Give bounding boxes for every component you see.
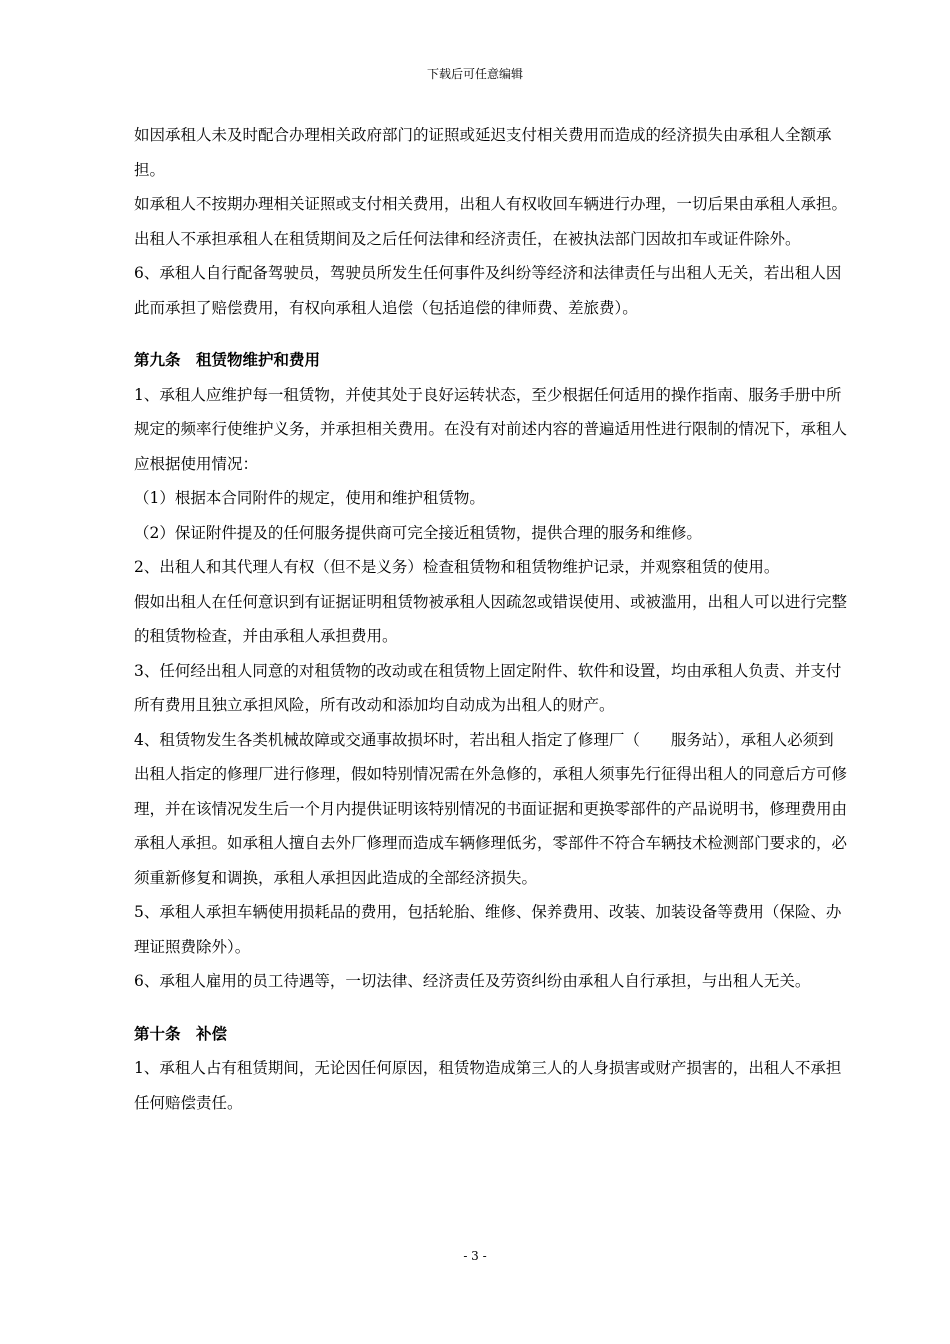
section-heading-10: 第十条 补偿: [134, 1024, 228, 1043]
paragraph: 2、出租人和其代理人有权（但不是义务）检查租赁物和租赁物维护记录，并观察租赁的使用。: [134, 558, 780, 576]
section-heading-9: 第九条 租赁物维护和费用: [134, 351, 321, 369]
paragraph: 出租人不承担承租人在租赁期间及之后任何法律和经济责任，在被执法部门因故扣车或证件除外。: [134, 229, 801, 248]
paragraph: 1、承租人应维护每一租赁物，并使其处于良好运转状态，至少根据任何适用的操作指南、服务手册中所规定的频率行使维护义务，并承担相关费用。在没有对前述内容的普遍适用性进行限制的情况下，承租人应根据使用情况：: [134, 385, 848, 473]
paragraph: 4、租赁物发生各类机械故障或交通事故损坏时，若出租人指定了修理厂（ 服务站），承租人必须到出租人指定的修理厂进行修理，假如特别情况需在外急修的，承租人须事先行征得出租人的同意后方可修理，并在该情况发生后一个月内提供证明该特别情况的书面证据和更换零部件的产品说明书，修理费用由承租人承担。如承租人擅自去外厂修理而造成车辆修理低劣，零部件不符合车辆技术检测部门要求的，必须重新修复和调换，承租人承担因此造成的全部经济损失。: [134, 730, 848, 887]
paragraph: 6、承租人自行配备驾驶员，驾驶员所发生任何事件及纠纷等经济和法律责任与出租人无关，若出租人因此而承担了赔偿费用，有权向承租人追偿（包括追偿的律师费、差旅费）。: [134, 264, 842, 317]
paragraph: 如因承租人未及时配合办理相关政府部门的证照或延迟支付相关费用而造成的经济损失由承租人全额承担。: [134, 126, 832, 179]
paragraph: （2）保证附件提及的任何服务提供商可完全接近租赁物，提供合理的服务和维修。: [134, 523, 702, 542]
paragraph: 5、承租人承担车辆使用损耗品的费用，包括轮胎、维修、保养费用、改装、加装设备等费用（保险、办理证照费除外）。: [134, 903, 842, 956]
paragraph: 6、承租人雇用的员工待遇等，一切法律、经济责任及劳资纠纷由承租人自行承担，与出租人无关。: [134, 972, 811, 990]
paragraph: 1、承租人占有租赁期间，无论因任何原因，租赁物造成第三人的人身损害或财产损害的，出租人不承担任何赔偿责任。: [134, 1059, 842, 1112]
paragraph: 如承租人不按期办理相关证照或支付相关费用，出租人有权收回车辆进行办理，一切后果由承租人承担。: [134, 195, 848, 213]
paragraph: 假如出租人在任何意识到有证据证明租赁物被承租人因疏忽或错误使用、或被滥用，出租人可以进行完整的租赁物检查，并由承租人承担费用。: [134, 592, 848, 645]
paragraph: （1）根据本合同附件的规定，使用和维护租赁物。: [134, 489, 485, 507]
spacer: [134, 999, 848, 1017]
page-header: 下载后可任意编辑: [426, 67, 523, 81]
paragraph: 3、任何经出租人同意的对租赁物的改动或在租赁物上固定附件、软件和设置，均由承租人负责、并支付所有费用且独立承担风险，所有改动和添加均自动成为出租人的财产。: [134, 661, 842, 714]
spacer: [134, 325, 848, 343]
document-body: [134, 118, 848, 1120]
page-number: - 3 -: [463, 1249, 487, 1263]
